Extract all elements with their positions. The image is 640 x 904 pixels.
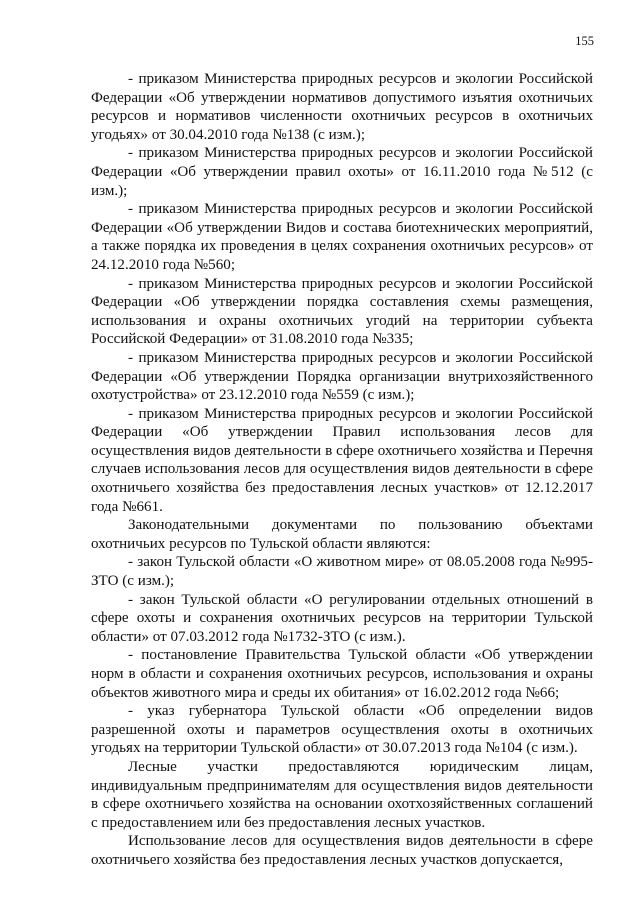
paragraph: - приказом Министерства природных ресурсов и экологии Российской Федерации «Об утверждении Правил использования лесов для осуществления видов деятельности в сфере охотничьего хозяйства и Перечня случаев использования лесов для осуществления видов деятельности в сфере охотничьего хозяйства без предоставления лесных участков» от 12.12.2017 года №661. <box>91 405 593 515</box>
paragraph: Законодательными документами по пользованию объектами охотничьих ресурсов по Тульской области являются: <box>91 517 593 552</box>
paragraph: - приказом Министерства природных ресурсов и экологии Российской Федерации «Об утверждении Видов и состава биотехнических мероприятий, а также порядка их проведения в целях сохранения охотничьих ресурсов» от 24.12.2010 года №560; <box>91 201 593 273</box>
paragraph: - приказом Министерства природных ресурсов и экологии Российской Федерации «Об утверждении Порядка организации внутрихозяйственного охотустройства» от 23.12.2010 года №559 (с изм.); <box>91 349 593 404</box>
paragraph: - закон Тульской области «О животном мире» от 08.05.2008 года №995-ЗТО (с изм.); <box>91 554 593 590</box>
paragraph: - приказом Министерства природных ресурсов и экологии Российской Федерации «Об утверждении правил охоты» от 16.11.2010 года №512 (с изм.); <box>91 145 593 199</box>
paragraph: - приказом Министерства природных ресурсов и экологии Российской Федерации «Об утверждении нормативов допустимого изъятия охотничьих ресурсов и нормативов численности охотничьих ресурсов в охотничьих угодьях» от 30.04.2010 года №138 (с изм.); <box>91 71 593 143</box>
paragraph: - указ губернатора Тульской области «Об определении видов разрешенной охоты и параметров осуществления охоты в охотничьих угодьях на территории Тульской области» от 30.07.2013 года №104 (с изм.). <box>91 703 593 757</box>
paragraph: - приказом Министерства природных ресурсов и экологии Российской Федерации «Об утверждении порядка составления схемы размещения, использования и охраны охотничьих угодий на территории субъекта Российской Федерации» от 31.08.2010 года №335; <box>91 275 593 348</box>
paragraph: Использование лесов для осуществления видов деятельности в сфере охотничьего хозяйства без предоставления лесных участков допускается, <box>91 833 593 868</box>
body-text <box>91 70 593 870</box>
page-number: 155 <box>575 34 594 48</box>
paragraph: - постановление Правительства Тульской области «Об утверждении норм в области и сохранения охотничьих ресурсов, использования и охраны объектов животного мира и среды их обитания» от 16.02.2012 года №66; <box>91 647 593 701</box>
paragraph: Лесные участки предоставляются юридическим лицам, индивидуальным предпринимателям для осуществления видов деятельности в сфере охотничьего хозяйства на основании охотхозяйственных соглашений с предоставлением или без предоставления лесных участков. <box>91 758 593 831</box>
paragraph: - закон Тульской области «О регулировании отдельных отношений в сфере охоты и сохранения охотничьих ресурсов на территории Тульской области» от 07.03.2012 года №1732-ЗТО (с изм.). <box>91 591 593 645</box>
